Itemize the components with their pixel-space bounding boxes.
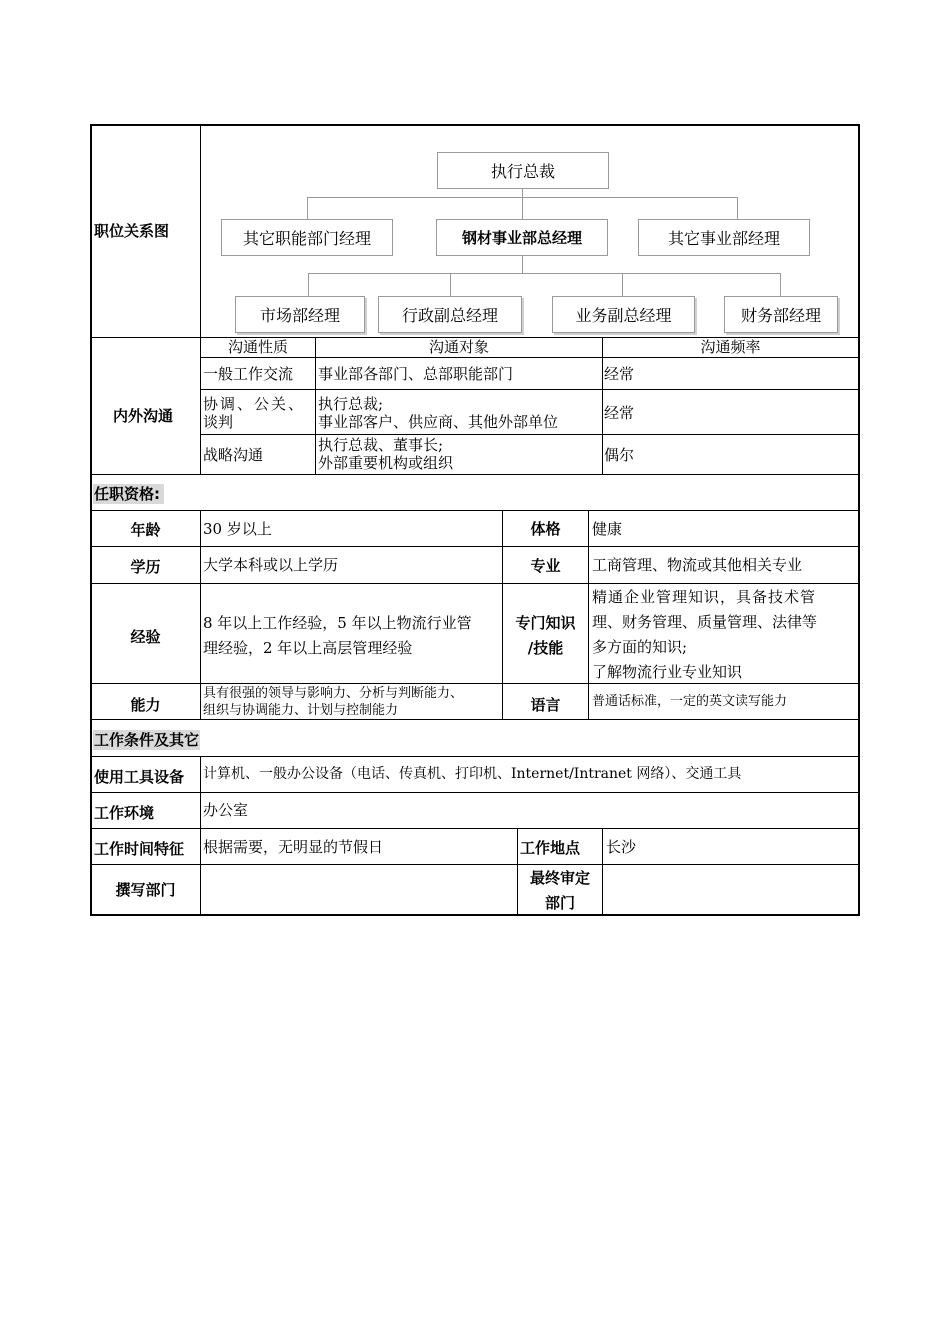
- experience-label: 经验: [130, 628, 161, 646]
- writer-dept-label: 撰写部门: [115, 881, 176, 899]
- skill-value: 多方面的知识;: [592, 638, 688, 656]
- experience-value: 理经验，2 年以上高层管理经验: [203, 639, 413, 657]
- ability-label: 能力: [130, 696, 161, 714]
- work-time-value: 根据需要，无明显的节假日: [203, 838, 384, 856]
- comm-header-nature: 沟通性质: [227, 338, 288, 356]
- org-node-business-vp: 业务副总经理: [552, 296, 695, 333]
- health-label: 体格: [530, 520, 561, 538]
- education-label: 学历: [130, 558, 161, 576]
- comm-header-target: 沟通对象: [428, 338, 489, 356]
- health-value: 健康: [592, 520, 623, 538]
- work-time-label: 工作时间特征: [94, 840, 185, 858]
- comm-nature: 协调、公关、: [203, 395, 306, 413]
- skill-label: /技能: [527, 639, 564, 657]
- comm-frequency: 偶尔: [604, 446, 635, 464]
- skill-value: 精通企业管理知识，具备技术管: [592, 588, 817, 606]
- comm-frequency: 经常: [604, 404, 635, 422]
- ability-value: 具有很强的领导与影响力、分析与判断能力、: [203, 686, 464, 701]
- qualifications-section-title: 任职资格:: [93, 484, 164, 504]
- major-value: 工商管理、物流或其他相关专业: [592, 556, 803, 574]
- comm-target: 事业部客户、供应商、其他外部单位: [318, 413, 559, 431]
- connector: [780, 273, 781, 296]
- org-node-ceo: 执行总裁: [437, 152, 609, 189]
- connector: [307, 197, 308, 219]
- comm-target: 外部重要机构或组织: [318, 454, 454, 472]
- ability-value: 组织与协调能力、计划与控制能力: [203, 703, 399, 718]
- comm-frequency: 经常: [604, 365, 635, 383]
- connector: [450, 273, 451, 296]
- tools-value: 计算机、一般办公设备（电话、传真机、打印机、Internet/Intranet 网络）、交通工具: [203, 766, 742, 782]
- org-node-finance-manager: 财务部经理: [724, 296, 838, 333]
- comm-header-frequency: 沟通频率: [700, 338, 761, 356]
- connector: [308, 273, 309, 296]
- age-label: 年龄: [130, 521, 161, 539]
- environment-label: 工作环境: [94, 804, 155, 822]
- org-node-admin-vp: 行政副总经理: [378, 296, 522, 333]
- skill-value: 了解物流行业专业知识: [592, 663, 743, 681]
- connector: [622, 273, 623, 296]
- age-value: 30 岁以上: [203, 520, 272, 538]
- experience-value: 8 年以上工作经验，5 年以上物流行业管: [203, 614, 472, 632]
- conditions-section-title: 工作条件及其它: [94, 731, 200, 749]
- org-node-marketing-manager: 市场部经理: [235, 296, 365, 333]
- connector: [522, 256, 523, 273]
- comm-nature: 一般工作交流: [203, 365, 294, 383]
- work-location-value: 长沙: [606, 838, 637, 856]
- comm-nature: 谈判: [203, 413, 234, 431]
- comm-target: 执行总裁;: [318, 395, 384, 413]
- work-location-label: 工作地点: [520, 839, 581, 857]
- language-value: 普通话标准，一定的英文读写能力: [592, 694, 788, 709]
- skill-value: 理、财务管理、质量管理、法律等: [592, 613, 818, 631]
- connector: [308, 273, 780, 274]
- communication-label: 内外沟通: [113, 407, 174, 425]
- org-node-steel-division-gm: 钢材事业部总经理: [436, 219, 608, 256]
- comm-target: 事业部各部门、总部职能部门: [318, 365, 514, 383]
- education-value: 大学本科或以上学历: [203, 556, 339, 574]
- final-approval-label: 最终审定: [529, 869, 590, 887]
- comm-target: 执行总裁、董事长;: [318, 436, 444, 454]
- comm-nature: 战略沟通: [203, 446, 264, 464]
- tools-label: 使用工具设备: [94, 768, 185, 786]
- org-node-other-division-managers: 其它事业部经理: [638, 219, 810, 256]
- language-label: 语言: [530, 696, 561, 714]
- skill-label: 专门知识: [515, 614, 576, 632]
- final-approval-label: 部门: [544, 894, 575, 912]
- connector: [522, 189, 523, 197]
- connector: [522, 197, 523, 219]
- environment-value: 办公室: [203, 801, 249, 819]
- major-label: 专业: [530, 557, 561, 575]
- org-chart-label: 职位关系图: [94, 222, 170, 240]
- org-node-other-function-managers: 其它职能部门经理: [221, 219, 393, 256]
- connector: [737, 197, 738, 219]
